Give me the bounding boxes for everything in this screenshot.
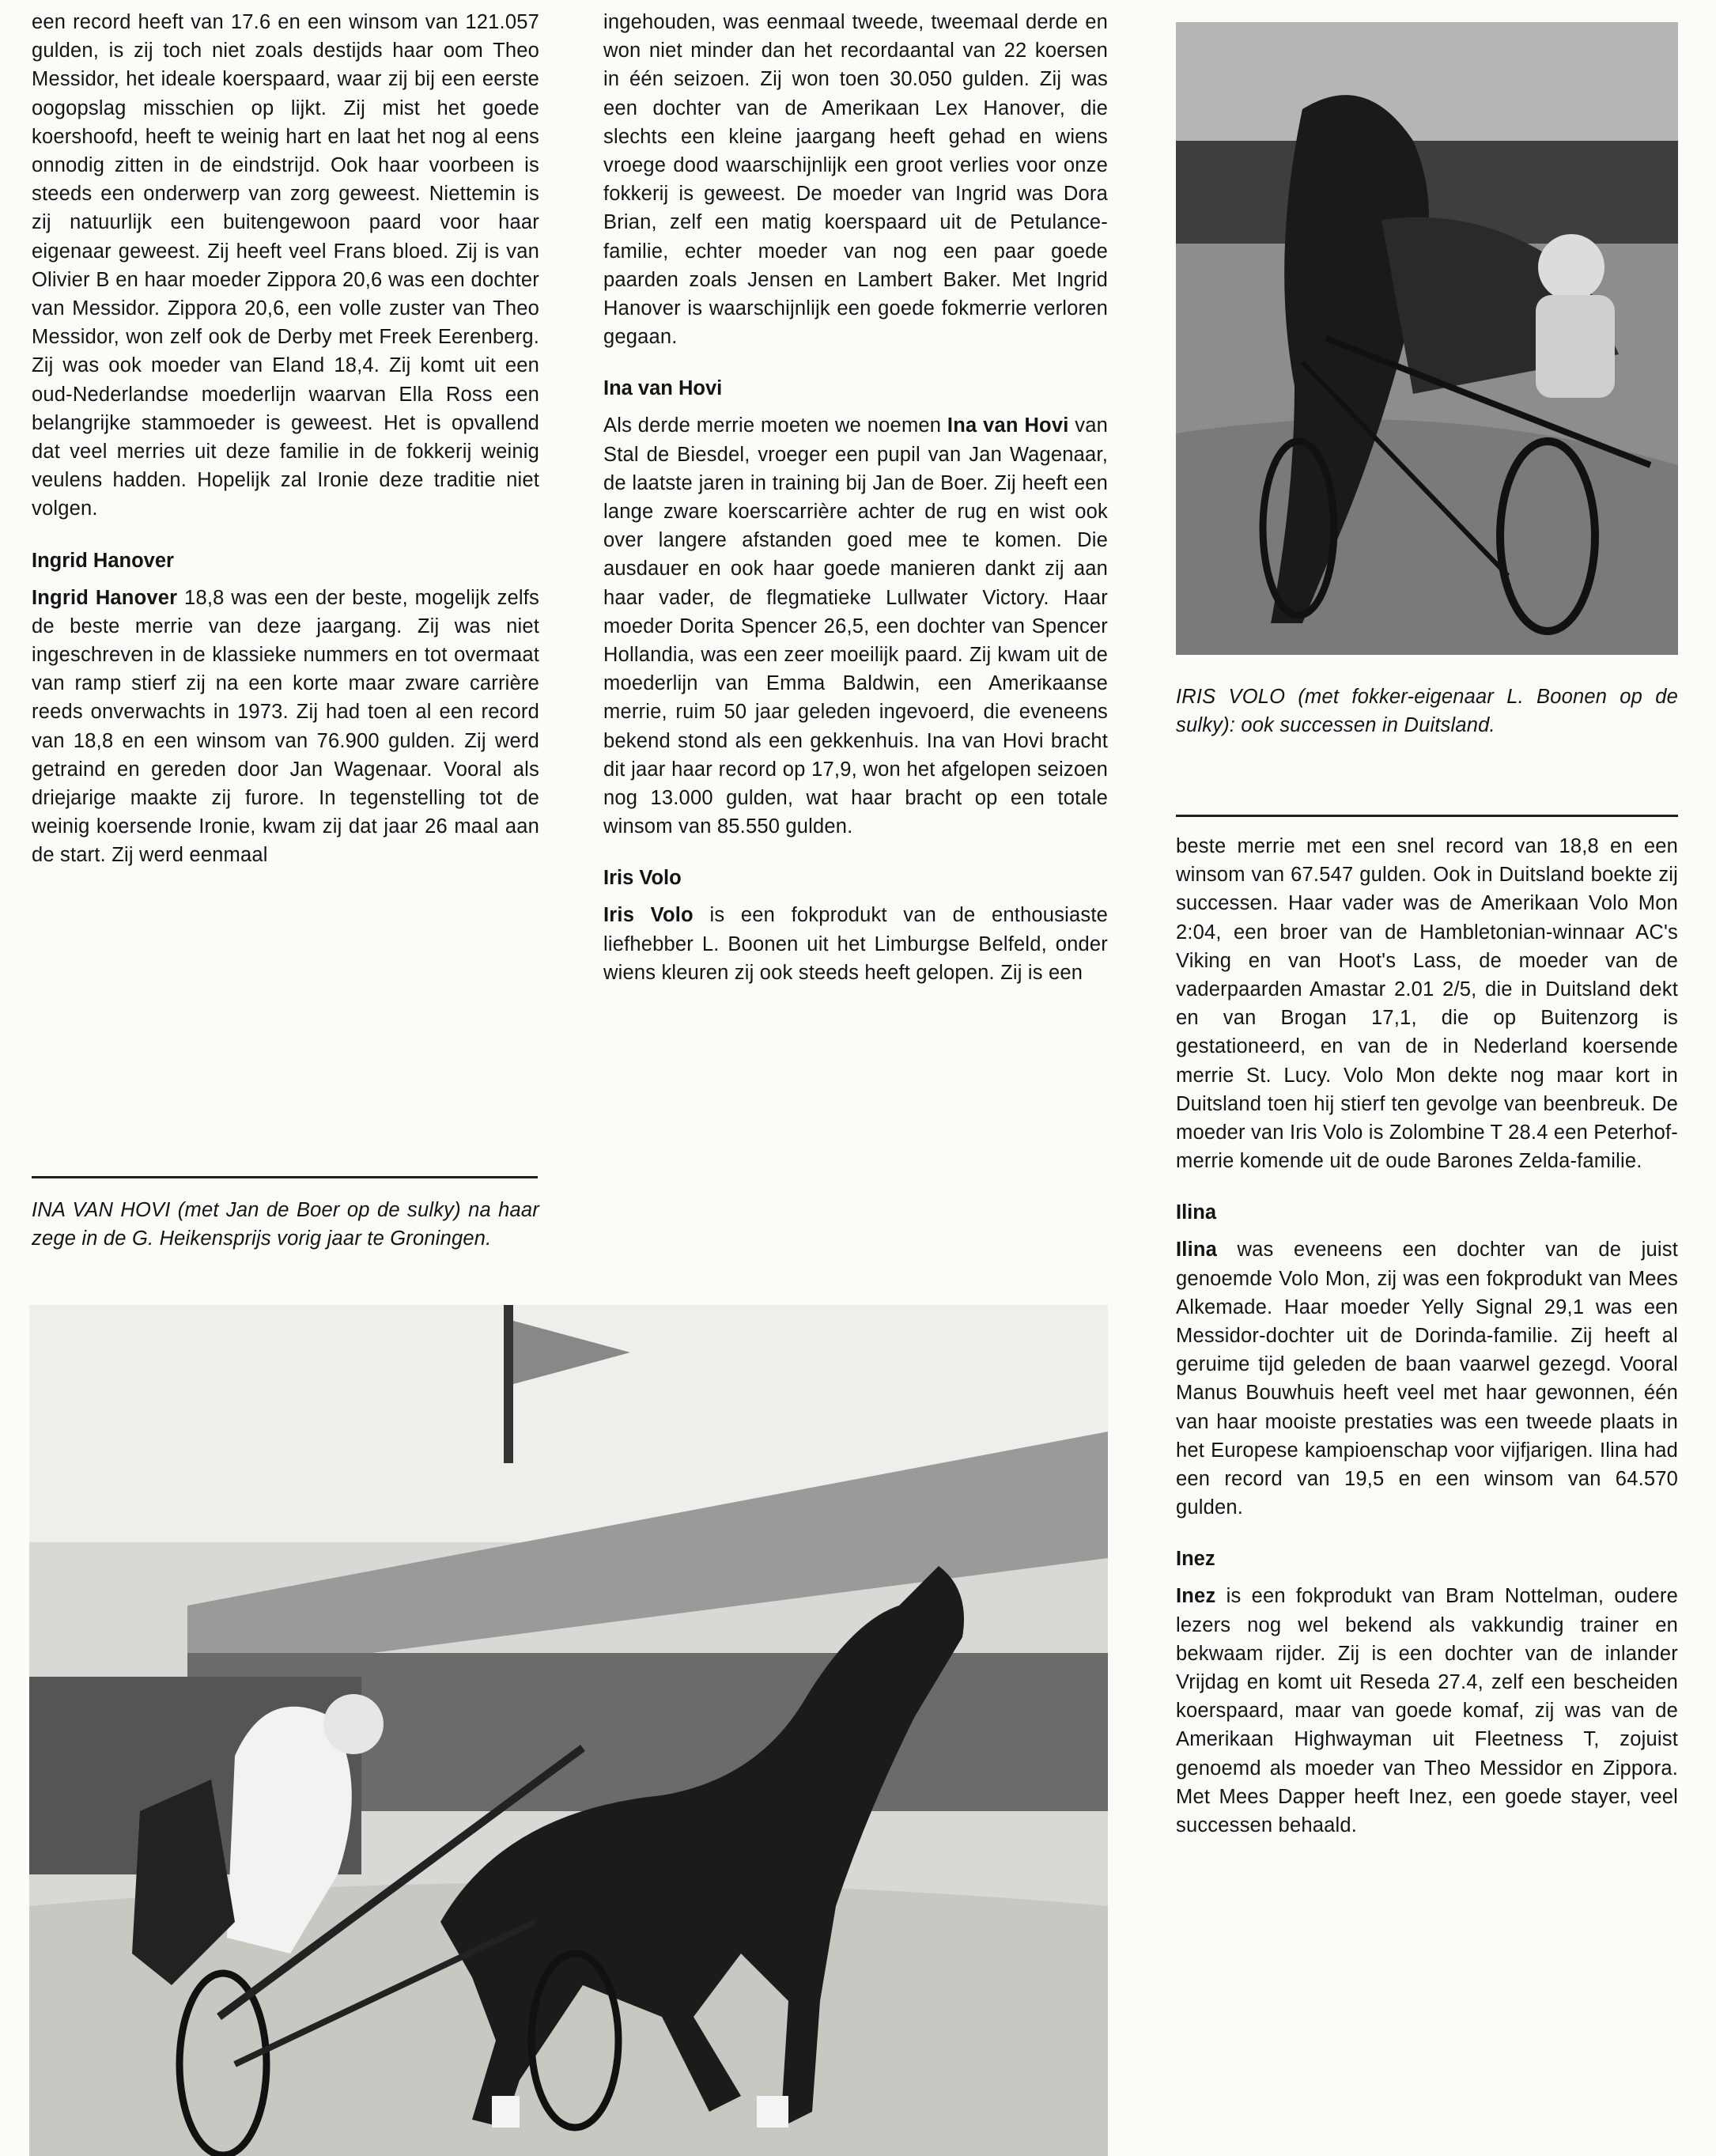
middle-column [603, 8, 1108, 987]
section-heading-ilina: Ilina [1176, 1201, 1217, 1224]
caption-divider-left [32, 1176, 538, 1178]
lead-ilina: Ilina [1176, 1239, 1218, 1261]
article-text-right: beste merrie met een snel record van 18,8 en een winsom van 67.547 gulden. Ook in Duitsland boekte zij successen. Haar vader was de Amerikaan Volo Mon 2:04, een broer van de Hambletonian-winnaar AC's Viking en van Hoot's Lass, de moeder van de vaderpaarden Amastar 2.01 2/5, die in Duitsland dekt en van Brogan 17,1, die op Buitenzorg is gestationeerd, en van de in Nederland koersende merrie St. Lucy. Volo Mon dekte nog maar kort in Duitsland toen hij stierf ten gevolge van beenbreuk. De moeder van Iris Volo is Zolombine T 28.4 een Peterhof-merrie komende uit de oude Barones Zelda-familie. [1176, 835, 1678, 1173]
section-heading-ingrid-hanover: Ingrid Hanover [32, 549, 174, 572]
caption-iris-volo: IRIS VOLO (met fokker-eigenaar L. Boonen op de sulky): ook successen in Duitsland. [1176, 686, 1678, 737]
paragraph-inez [1176, 1582, 1678, 1840]
photo-iris-volo [1176, 22, 1678, 655]
paragraph-ilina [1176, 1235, 1678, 1522]
article-text-left: een record heeft van 17.6 en een winsom van 121.057 gulden, is zij toch niet zoals destijds haar oom Theo Messidor, het ideale koerspaard, waar zij bij een eerste oogopslag misschien op lijkt. Zij mist het goede koershoofd, heeft te weinig hart en laat het nog al eens onnodig zitten in de eindstrijd. Ook haar voorbeen is steeds een onderwerp van zorg geweest. Niettemin is zij natuurlijk een buitengewoon paard voor haar eigenaar geweest. Zij heeft veel Frans bloed. Zij is van Olivier B en haar moeder Zippora 20,6 was een dochter van Messidor. Zippora 20,6, een volle zuster van Theo Messidor, won zelf ook de Derby met Freek Eerenberg. Zij was ook moeder van Eland 18,4. Zij komt uit een oud-Nederlandse moederlijn waarvan Ella Ross een belangrijke stammoeder is geweest. Het is opvallend dat veel merries uit deze familie in de fokkerij weinig veulens hadden. Hopelijk zal Ironie deze traditie niet volgen. [32, 11, 539, 520]
text-ilina: was eveneens een dochter van de juist genoemde Volo Mon, zij was een fokprodukt van Mees Alkemade. Haar moeder Yelly Signal 29,1 was een Messidor-dochter uit de Dorinda-familie. Zij heeft al geruime tijd geleden de baan vaarwel gezegd. Vooral Manus Bouwhuis heeft veel met haar gewonnen, één van haar mooiste prestaties was een tweede plaats in het Europese kampioenschap voor vijfjarigen. Ilina had een record van 19,5 en een winsom van 64.570 gulden. [1176, 1239, 1678, 1519]
text-iris-volo: is een fokprodukt van de enthousiaste liefhebber L. Boonen uit het Limburgse Belfeld, onder wiens kleuren zij ook steeds heeft gelopen. Zij is een [603, 904, 1108, 984]
caption-ina-van-hovi: INA VAN HOVI (met Jan de Boer op de sulky) na haar zege in de G. Heikensprijs vorig jaar te Groningen. [32, 1199, 539, 1250]
paragraph-iris-volo [603, 901, 1108, 987]
left-column [32, 8, 539, 870]
lead-iris-volo: Iris Volo [603, 904, 694, 927]
right-column [1176, 832, 1678, 1840]
section-heading-inez: Inez [1176, 1548, 1215, 1571]
photo-iris-volo-graphic [1176, 22, 1678, 655]
lead-ingrid-hanover: Ingrid Hanover [32, 586, 178, 609]
lead-inez: Inez [1176, 1585, 1216, 1608]
article-text-middle: ingehouden, was eenmaal tweede, tweemaal derde en won niet minder dan het recordaantal van 22 koersen in één seizoen. Zij won toen 30.050 gulden. Zij was een dochter van de Amerikaan Lex Hanover, die slechts een kleine jaargang heeft gehad en wiens vroege dood waarschijnlijk een groot verlies voor onze fokkerij is geweest. De moeder van Ingrid was Dora Brian, zelf een matig koerspaard uit de Petulance-familie, echter moeder van nog een paar goede paarden zoals Jensen en Lambert Baker. Met Ingrid Hanover is waarschijnlijk een goede fokmerrie verloren gegaan. [603, 11, 1108, 349]
caption-divider-right [1176, 815, 1678, 817]
paragraph-ingrid-hanover [32, 584, 539, 870]
photo-ina-van-hovi [29, 1305, 1108, 2156]
text-ingrid-hanover: 18,8 was een der beste, mogelijk zelfs de beste merrie van deze jaargang. Zij was niet ingeschreven in de klassieke nummers en tot overmaat van ramp stierf zij na een korte maar zware carrière reeds onverwachts in 1973. Zij had toen al een record van 18,8 en een winsom van 76.900 gulden. Zij werd getraind en gereden door Jan Wagenaar. Vooral als driejarige maakte zij furore. In tegenstelling tot de weinig koersende Ironie, kwam zij dat jaar 26 maal aan de start. Zij werd eenmaal [32, 586, 540, 867]
section-heading-iris-volo: Iris Volo [603, 867, 682, 890]
paragraph-ina-van-hovi [603, 411, 1108, 841]
lead-ina-van-hovi: Ina van Hovi [947, 414, 1069, 437]
photo-ina-van-hovi-graphic [29, 1305, 1108, 2156]
text-inez: is een fokprodukt van Bram Nottelman, oudere lezers nog wel bekend als vakkundig trainer en bekwaam rijder. Zij is een dochter van de inlander Vrijdag en komt uit Reseda 27.4, zelf een bescheiden koerspaard, maar van goede komaf, zij was van de Amerikaan Highwayman uit Fleetness T, zojuist genoemd als moeder van Theo Messidor en Zippora. Met Mees Dapper heeft Inez, een goede stayer, veel successen behaald. [1176, 1585, 1678, 1837]
text-ina-van-hovi: van Stal de Biesdel, vroeger een pupil van Jan Wagenaar, de laatste jaren in training bij Jan de Boer. Zij heeft een lange zware koerscarrière achter de rug en wist ook over langere afstanden goed mee te komen. Die ausdauer en ook haar goede manieren dankt zij aan haar vader, de flegmatieke Lullwater Victory. Haar moeder Dorita Spencer 26,5, een dochter van Spencer Hollandia, was een zeer moeilijk paard. Zij kwam uit de moederlijn van Emma Baldwin, een Amerikaanse merrie, ruim 50 jaar geleden ingevoerd, die eveneens bekend stond als een gekkenhuis. Ina van Hovi bracht dit jaar haar record op 17,9, won het afgelopen seizoen nog 13.000 gulden, wat haar bracht op een totale winsom van 85.550 gulden. [603, 414, 1108, 838]
section-heading-ina-van-hovi: Ina van Hovi [603, 377, 723, 400]
text-ina-intro: Als derde merrie moeten we noemen [603, 414, 947, 437]
